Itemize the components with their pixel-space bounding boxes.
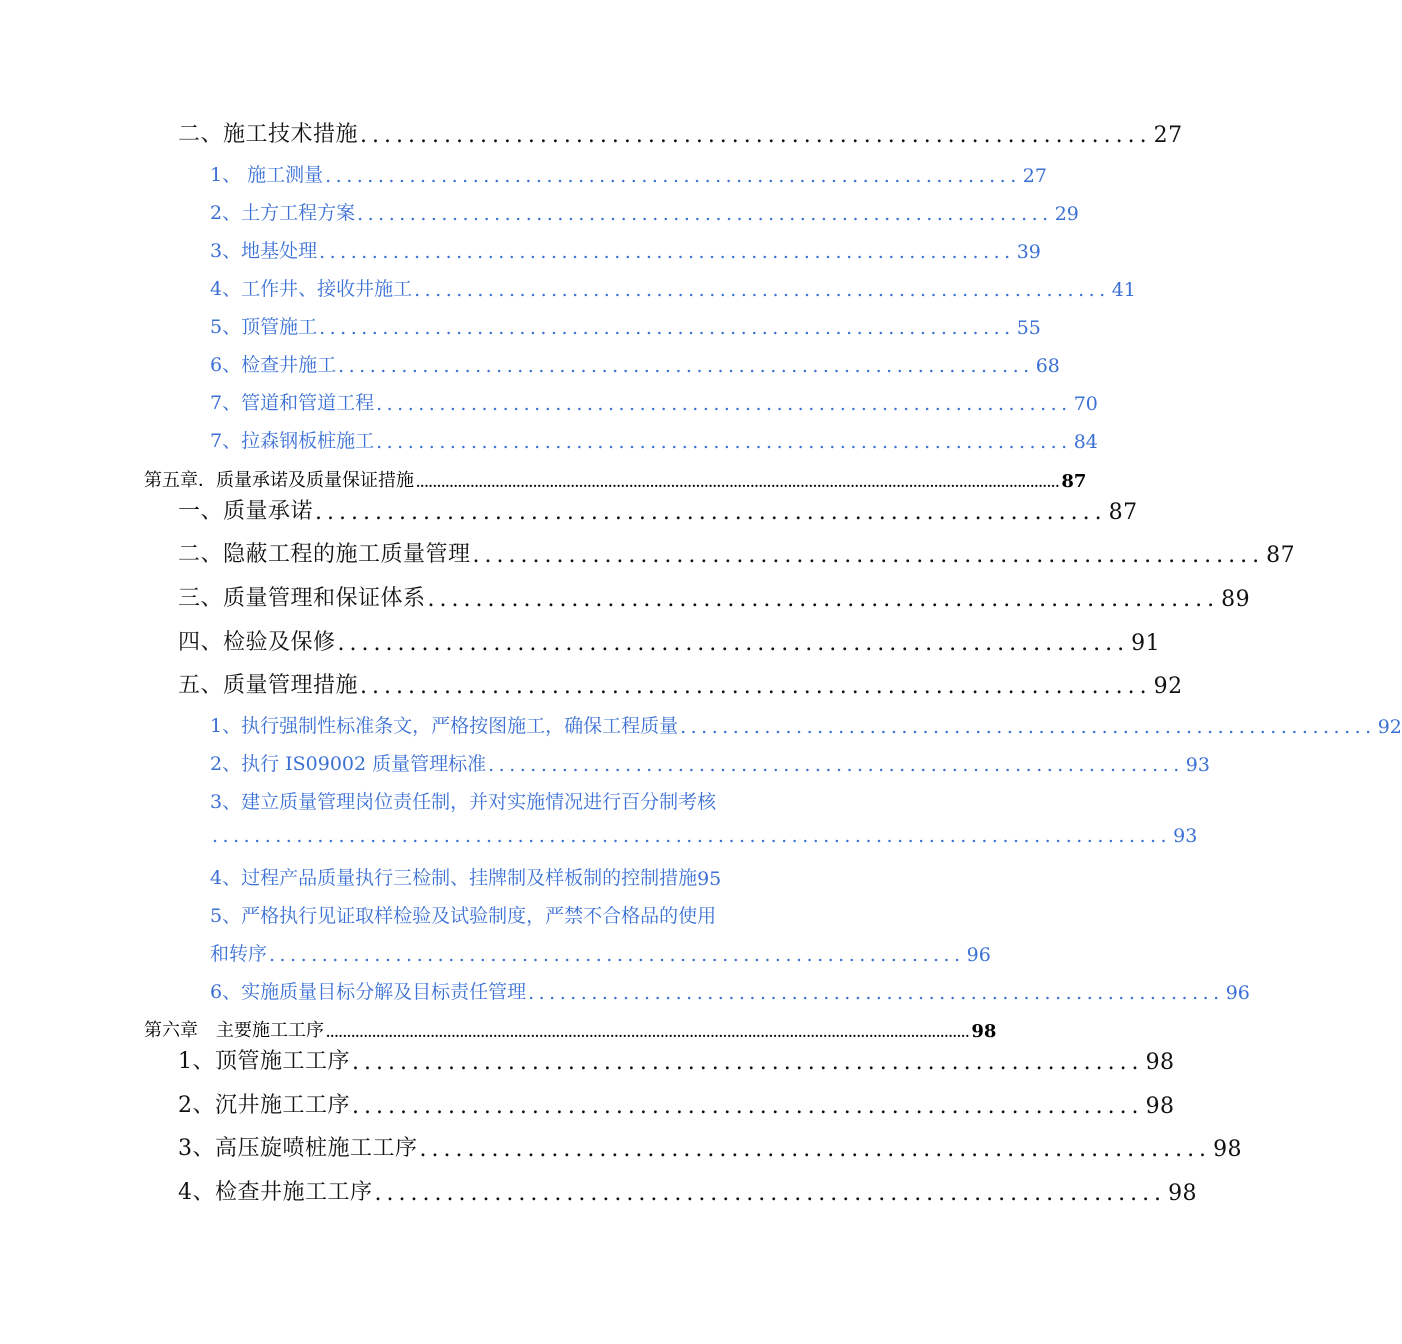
toc-chapter-entry[interactable]: [144, 1016, 997, 1042]
toc-entry-text: 第六章 主要施工工序: [144, 1020, 324, 1041]
toc-entry-text: 2、执行 IS09002 质量管理标准: [210, 753, 487, 775]
toc-entry-text: 7、拉森钢板桩施工: [210, 430, 375, 452]
toc-entry-text: 6、检查井施工: [210, 354, 337, 376]
toc-entry[interactable]: [178, 537, 1296, 568]
toc-page-number: 98: [1168, 1181, 1198, 1206]
toc-entry-text: 二、施工技术措施: [178, 122, 359, 147]
toc-chapter-entry[interactable]: [144, 466, 1087, 492]
toc-entry[interactable]: [178, 1044, 1175, 1075]
dot-leader: ..................................................................: [352, 1094, 1144, 1119]
toc-page-number: 27: [1153, 123, 1183, 148]
toc-entry-text: 1、 施工测量: [210, 164, 324, 186]
toc-entry-text: 1、执行强制性标准条文，严格按图施工，确保工程质量: [210, 715, 679, 737]
dot-leader: ..................................................................: [360, 674, 1152, 699]
toc-page-number: 93: [1173, 825, 1198, 847]
toc-entry[interactable]: [210, 312, 1041, 339]
toc-entry-text: 3、高压旋喷桩施工工序: [178, 1136, 418, 1161]
toc-entry[interactable]: [210, 350, 1060, 377]
toc-page-number: 87: [1266, 543, 1296, 568]
toc-entry-text: 4、工作井、接收井施工: [210, 278, 413, 300]
dot-leader: ..................................................................: [374, 1181, 1167, 1206]
toc-entry-text: 1、顶管施工工序: [178, 1049, 350, 1074]
toc-entry-text: 2、土方工程方案: [210, 202, 356, 224]
dot-leader: ..................................................................: [357, 203, 1053, 225]
toc-entry[interactable]: [210, 939, 991, 966]
toc-entry[interactable]: [210, 274, 1136, 301]
toc-entry[interactable]: [210, 977, 1250, 1004]
toc-entry-text: 和转序: [210, 943, 268, 965]
toc-entry[interactable]: [178, 494, 1138, 525]
dot-leader: ..................................................................: [315, 500, 1107, 525]
toc-entry-text: 6、实施质量目标分解及目标责任管理: [210, 981, 527, 1003]
toc-entry-text: 5、顶管施工: [210, 316, 318, 338]
toc-entry-text: 一、质量承诺: [178, 499, 314, 524]
dot-leader: ..................................................................: [337, 631, 1130, 656]
toc-entry[interactable]: [210, 198, 1079, 225]
toc-entry[interactable]: [178, 625, 1161, 656]
dot-leader: ..................................................................: [325, 165, 1021, 187]
toc-entry[interactable]: [178, 117, 1183, 148]
toc-entry[interactable]: [210, 426, 1098, 453]
dot-leader: ..........................................................................................................................................................: [416, 476, 1060, 490]
dot-leader: ...........................................................................................: [212, 825, 1172, 847]
toc-page-number: 87: [1061, 471, 1087, 492]
toc-entry-text: 7、管道和管道工程: [210, 392, 375, 414]
toc-page-number: 92: [1153, 674, 1183, 699]
toc-entry[interactable]: [178, 1131, 1243, 1162]
toc-page-number: 41: [1111, 279, 1136, 301]
dot-leader: ..................................................................: [360, 123, 1152, 148]
dot-leader: ..................................................................: [414, 279, 1110, 301]
toc-entry[interactable]: [210, 863, 806, 890]
toc-entry-text: 五、质量管理措施: [178, 673, 359, 698]
dot-leader: ..................................................................: [319, 317, 1015, 339]
toc-page-number: 55: [1016, 317, 1041, 339]
dot-leader: ..................................................................: [528, 982, 1224, 1004]
toc-entry-text-line1[interactable]: 3、建立质量管理岗位责任制，并对实施情况进行百分制考核: [210, 791, 717, 813]
toc-entry[interactable]: [210, 749, 1210, 776]
dot-leader: ..................................................................: [680, 716, 1376, 738]
toc-entry[interactable]: [178, 668, 1183, 699]
dot-leader: ..................................................................: [427, 587, 1220, 612]
toc-entry[interactable]: [210, 388, 1098, 415]
toc-page-number: 70: [1073, 393, 1098, 415]
toc-page-number: 89: [1221, 587, 1251, 612]
dot-leader: ..................................................................: [338, 355, 1034, 377]
toc-page-number: 98: [1145, 1094, 1175, 1119]
dot-leader: ..................................................................: [488, 754, 1184, 776]
toc-page-number: 95: [697, 868, 722, 890]
dot-leader: ..................................................................: [269, 944, 965, 966]
toc-page-number: 96: [1225, 982, 1250, 1004]
toc-page-number: 92: [1377, 716, 1402, 738]
toc-page-number: 98: [1213, 1137, 1243, 1162]
toc-page-number: 27: [1022, 165, 1047, 187]
toc-page-number: 93: [1185, 754, 1210, 776]
toc-entry[interactable]: [210, 711, 1402, 738]
toc-page-number: 29: [1054, 203, 1079, 225]
toc-page-number: 98: [971, 1021, 997, 1042]
dot-leader: ..................................................................: [376, 431, 1072, 453]
toc-entry[interactable]: [178, 1088, 1175, 1119]
toc-entry-text: 4、过程产品质量执行三检制、挂牌制及样板制的控制措施: [210, 867, 698, 889]
toc-page-number: 98: [1145, 1050, 1175, 1075]
dot-leader: ..................................................................: [376, 393, 1072, 415]
toc-entry-text-line1[interactable]: 5、严格执行见证取样检验及试验制度，严禁不合格品的使用: [210, 905, 717, 927]
toc-entry-text: 四、检验及保修: [178, 630, 336, 655]
dot-leader: ..................................................................: [419, 1137, 1212, 1162]
dot-leader: ..................................................................: [319, 241, 1015, 263]
toc-page-number: 87: [1108, 500, 1138, 525]
toc-entry-text: 2、沉井施工工序: [178, 1093, 350, 1118]
toc-page-number: 96: [966, 944, 991, 966]
toc-page-number: 39: [1016, 241, 1041, 263]
toc-entry-text: 3、地基处理: [210, 240, 318, 262]
toc-entry[interactable]: [210, 825, 1198, 847]
dot-leader: ..................................................................: [472, 543, 1265, 568]
toc-page-number: 91: [1131, 631, 1161, 656]
toc-page-number: 68: [1035, 355, 1060, 377]
toc-entry[interactable]: [210, 236, 1041, 263]
dot-leader: ..................................................................: [352, 1050, 1144, 1075]
toc-entry[interactable]: [178, 1175, 1198, 1206]
dot-leader: ..........................................................................................................................................................: [326, 1026, 970, 1040]
toc-entry-text: 4、检查井施工工序: [178, 1180, 373, 1205]
toc-entry-text: 第五章．质量承诺及质量保证措施: [144, 470, 414, 491]
toc-entry-text: 三、质量管理和保证体系: [178, 586, 426, 611]
toc-entry[interactable]: [178, 581, 1251, 612]
toc-page-number: 84: [1073, 431, 1098, 453]
toc-entry-text: 二、隐蔽工程的施工质量管理: [178, 542, 471, 567]
toc-entry[interactable]: [210, 160, 1047, 187]
